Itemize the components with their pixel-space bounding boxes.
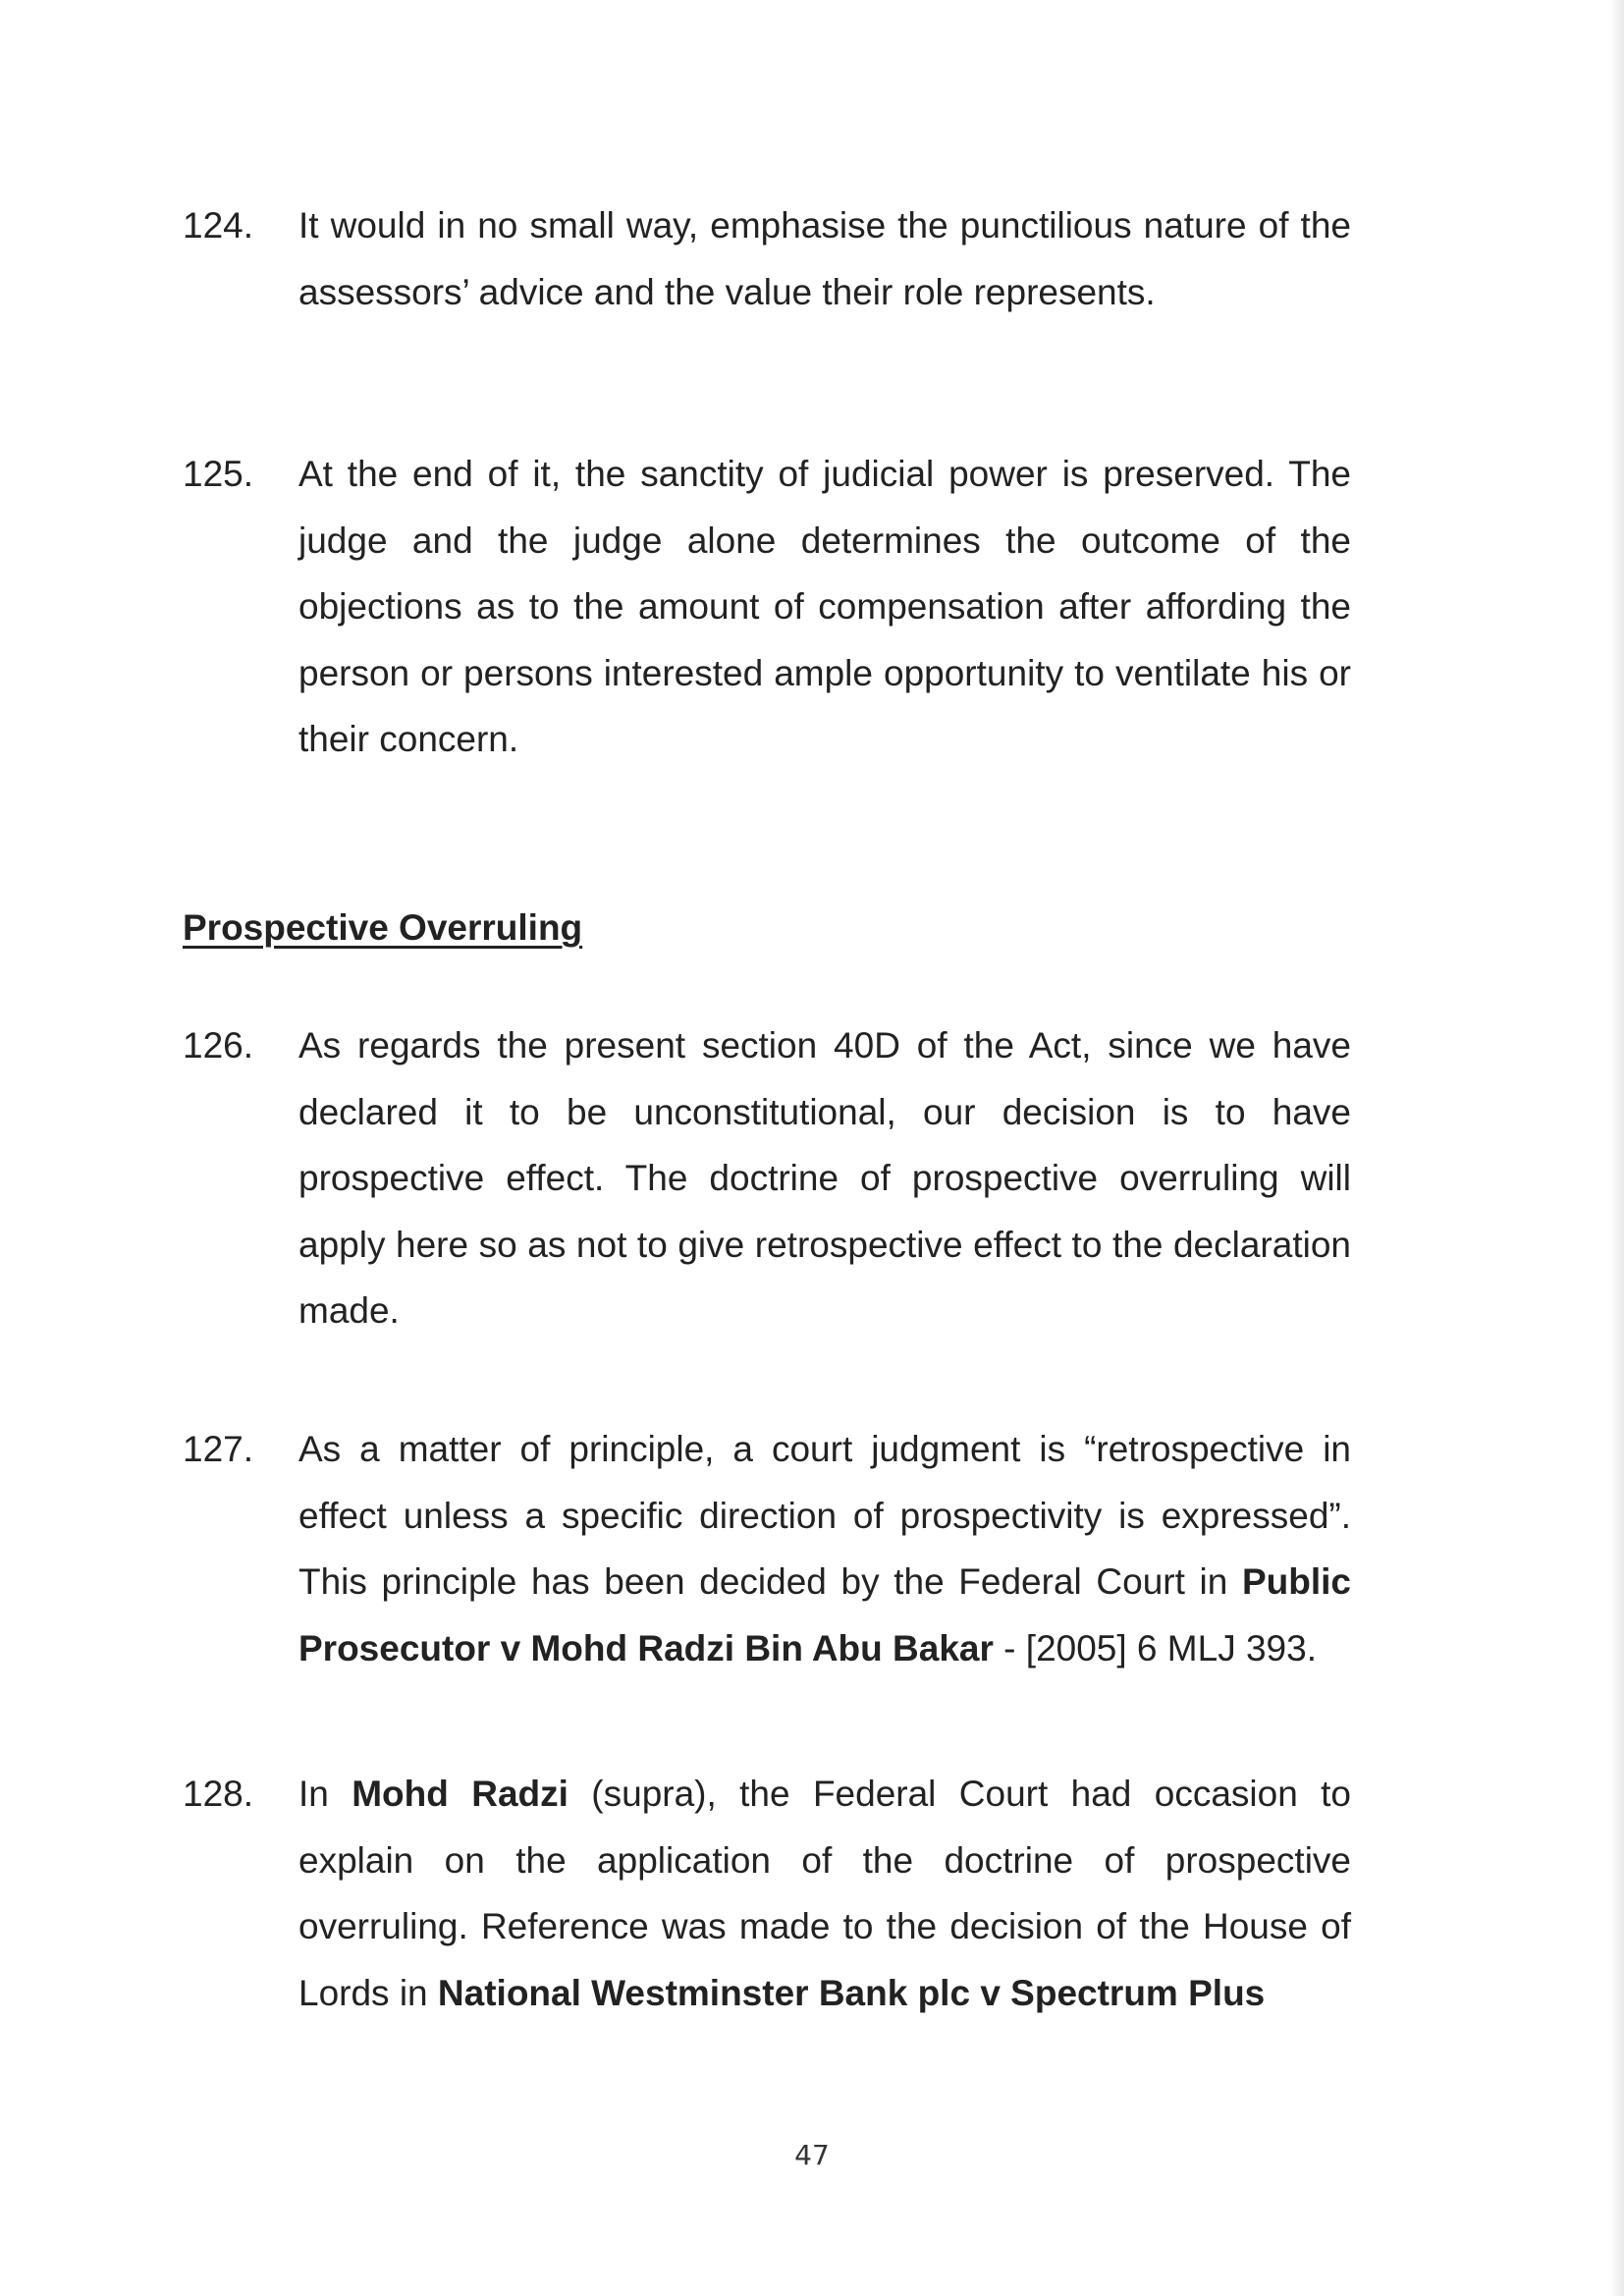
case-citation: Public Prosecutor v Mohd Radzi Bin Abu Bakar (298, 1561, 1351, 1668)
case-citation: National Westminster Bank plc v Spectrum Plus (437, 1972, 1266, 2013)
paragraph-124 (183, 192, 1351, 325)
page-edge-shadow (1610, 0, 1624, 2296)
paragraph-text: As regards the present section 40D of the Act, since we have declared it to be unconstitutional, our decision is to have prospective effect. The doctrine of prospective overruling will apply here so as not to give retrospective effect to the declaration made. (298, 1025, 1351, 1331)
paragraph-125 (183, 441, 1351, 773)
paragraph-text: At the end of it, the sanctity of judicial power is preserved. The judge and the judge alone determines the outcome of the objections as to the amount of compensation after affording the person or persons interested ample opportunity to ventilate his or their concern. (298, 454, 1351, 759)
paragraph-text (298, 1416, 1351, 1681)
paragraph-128 (183, 1761, 1351, 2026)
paragraph-number: 128. (183, 1774, 254, 1814)
text-segment: As a matter of principle, a court judgment is “retrospective in effect unless a specific direction of prospectivity is expressed”. This principle has been decided by the Federal Court in (298, 1429, 1351, 1602)
page-number: 47 (794, 2139, 830, 2171)
text-segment: (supra), the Federal Court had occasion to explain on the application of the doctrine of prospective overruling. Reference was made to the decision of the House of Lords in (298, 1774, 1351, 2013)
paragraph-number: 125. (183, 454, 254, 494)
paragraph-number: 126. (183, 1025, 254, 1066)
paragraph-number: 127. (183, 1429, 254, 1469)
text-segment: - [2005] 6 MLJ 393. (993, 1627, 1317, 1668)
paragraph-number: 124. (183, 205, 254, 246)
section-heading: Prospective Overruling (183, 907, 583, 948)
paragraph-126 (183, 1012, 1351, 1344)
paragraph-text (298, 1761, 1351, 2026)
paragraph-127 (183, 1416, 1351, 1681)
text-segment: In (298, 1774, 352, 1814)
paragraph-text: It would in no small way, emphasise the punctilious nature of the assessors’ advice and the value their role represents. (298, 205, 1351, 312)
case-citation: Mohd Radzi (352, 1774, 568, 1814)
